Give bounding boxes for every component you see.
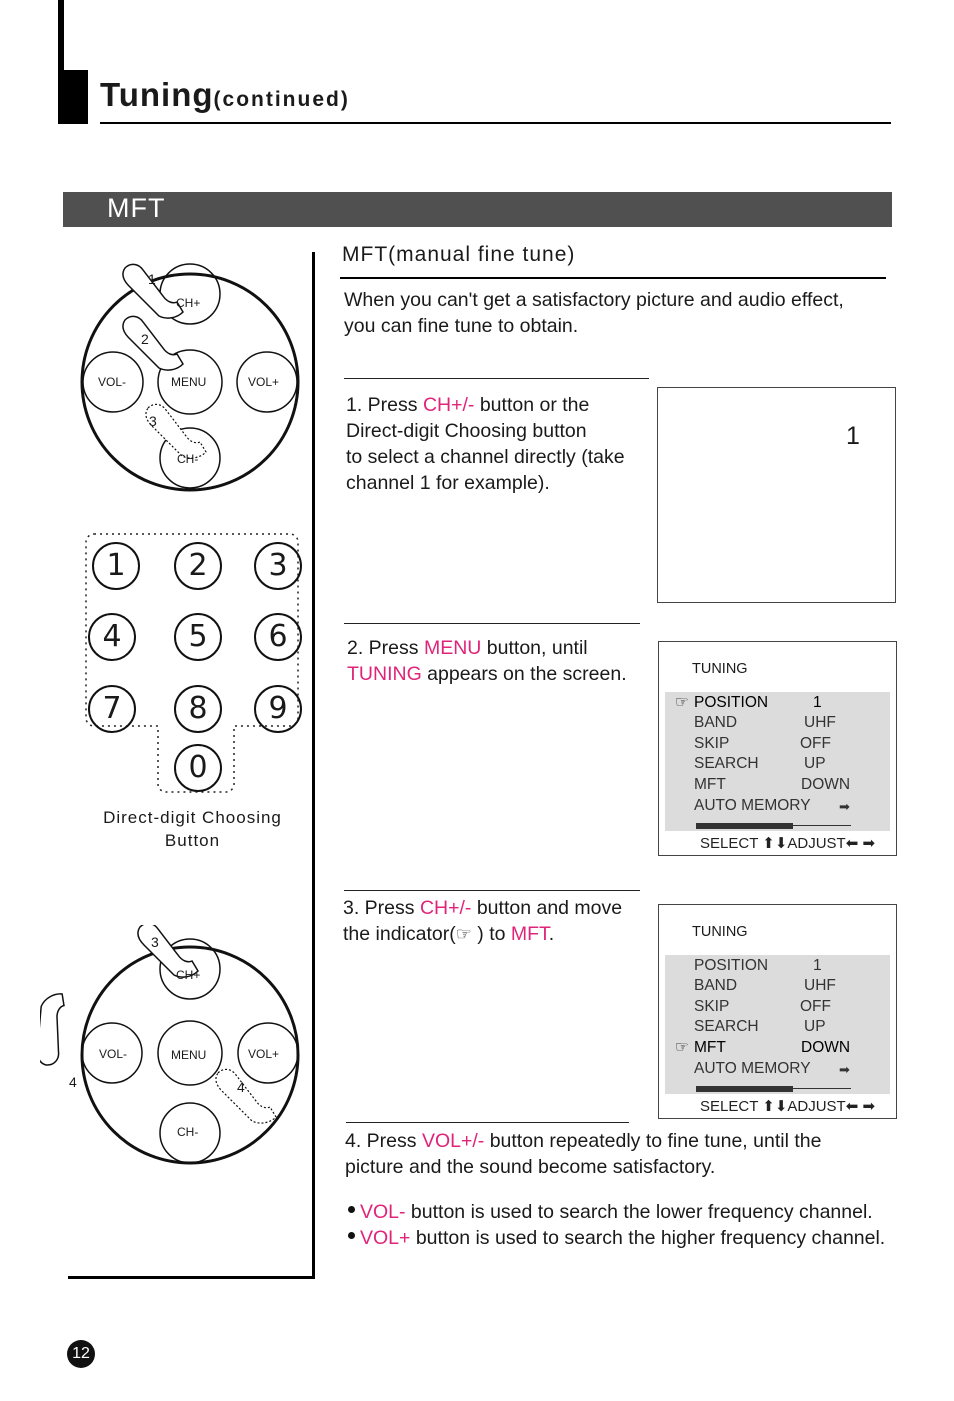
step1-key: CH+/-	[422, 394, 475, 416]
digit-button-3[interactable]: 3	[254, 542, 302, 590]
column-divider	[312, 252, 315, 1279]
step3-text-e: ) to	[471, 923, 511, 945]
hand-pointer-icon: ☞	[455, 924, 472, 944]
section-title-rule	[340, 277, 886, 279]
bullet-text: button is used to search the lower frequency channel.	[405, 1201, 873, 1223]
digit-pad-caption-line-1: Direct-digit Choosing	[103, 808, 282, 827]
menu-row-value: 1	[813, 694, 822, 711]
page-title	[100, 76, 350, 114]
step4-key: VOL+/-	[421, 1130, 485, 1152]
tv-screen-channel	[657, 387, 896, 603]
step2-text-c: button, until	[481, 637, 588, 659]
step2-menu-name: TUNING	[347, 663, 422, 685]
tuning-menu-screen-1	[658, 641, 897, 856]
digit-button-8[interactable]: 8	[174, 685, 222, 733]
step4-line-1	[345, 1128, 821, 1154]
bullet-vol-plus	[348, 1227, 885, 1250]
digit-pad-caption	[80, 806, 305, 852]
menu-row-label: SEARCH	[694, 755, 759, 772]
step4-line-2: picture and the sound become satisfactory.	[345, 1156, 716, 1178]
digit-pad-caption-line-2: Button	[164, 831, 221, 850]
step3-text-a: 3. Press	[343, 897, 420, 919]
step3-target: MFT	[510, 923, 549, 945]
menu-row-mft[interactable]	[665, 1039, 890, 1059]
step3-rule	[344, 890, 640, 891]
vol-plus-button[interactable]: VOL+	[248, 375, 280, 389]
menu-title: TUNING	[692, 661, 748, 677]
arrow-right-icon: ➡	[839, 1062, 850, 1077]
menu-row-value: OFF	[800, 735, 831, 752]
step3-period: .	[548, 923, 555, 945]
menu-button-2[interactable]: MENU	[171, 1048, 207, 1062]
ch-minus-button[interactable]: CH-	[177, 452, 199, 466]
menu-row-label: POSITION	[694, 957, 769, 974]
digit-button-7[interactable]: 7	[88, 685, 136, 733]
menu-row-position[interactable]	[665, 957, 890, 977]
ch-plus-button-2[interactable]: CH+	[176, 968, 201, 982]
tuning-menu-screen-2	[658, 904, 897, 1119]
menu-row-label: AUTO MEMORY	[694, 797, 811, 814]
step3-line-2	[343, 921, 554, 947]
step2-line-1	[347, 635, 588, 661]
fine-tune-bar-track	[793, 1088, 851, 1089]
section-band-label: MFT	[107, 193, 166, 223]
menu-row-label: AUTO MEMORY	[694, 1060, 811, 1077]
step3-line-1	[343, 895, 622, 921]
menu-button[interactable]: MENU	[171, 375, 207, 389]
vol-minus-button-2[interactable]: VOL-	[99, 1047, 128, 1061]
hand-pointer-icon: ☞	[675, 694, 689, 711]
menu-row-band[interactable]	[665, 714, 890, 734]
menu-row-value: DOWN	[801, 1039, 851, 1056]
step4-text-a: 4. Press	[345, 1130, 422, 1152]
menu-row-search[interactable]	[665, 1018, 890, 1038]
menu-row-label: BAND	[694, 714, 738, 731]
digit-button-0[interactable]: 0	[174, 744, 222, 792]
menu-panel	[665, 692, 890, 831]
step3-key: CH+/-	[419, 897, 472, 919]
column-bottom-rule	[68, 1276, 315, 1279]
bullet-key: VOL+	[360, 1227, 411, 1249]
bullet-text: button is used to search the higher frequency channel.	[410, 1227, 886, 1249]
step2-rule	[344, 623, 640, 624]
menu-row-value: UP	[804, 755, 826, 772]
bullet-dot-icon	[348, 1206, 355, 1213]
menu-title: TUNING	[692, 924, 748, 940]
title-main: Tuning	[100, 76, 214, 113]
ch-minus-button-2[interactable]: CH-	[177, 1125, 199, 1139]
step2-text-e: appears on the screen.	[421, 663, 627, 685]
menu-hint: SELECT ⬆⬇ADJUST⬅ ➡	[700, 835, 876, 852]
step4-text-c: button repeatedly to fine tune, until the	[484, 1130, 822, 1152]
remote-top-step-1: 1	[148, 271, 156, 287]
menu-row-value: 1	[813, 957, 822, 974]
intro-line-2: you can fine tune to obtain.	[344, 315, 579, 337]
menu-row-value: UP	[804, 1018, 826, 1035]
header-block	[58, 70, 88, 124]
step3-text-d: the indicator(	[343, 923, 456, 945]
menu-hint: SELECT ⬆⬇ADJUST⬅ ➡	[700, 1098, 876, 1115]
fine-tune-bar-track	[793, 825, 851, 826]
menu-row-label: SEARCH	[694, 1018, 759, 1035]
title-sub: (continued)	[213, 88, 350, 111]
step1-rule	[344, 378, 649, 379]
channel-number: 1	[846, 422, 860, 450]
menu-row-value: OFF	[800, 998, 831, 1015]
menu-row-value: UHF	[804, 977, 836, 994]
menu-row-label: BAND	[694, 977, 738, 994]
hand-pointer-icon: ☞	[675, 1039, 689, 1056]
arrow-right-icon: ➡	[839, 799, 850, 814]
menu-row-label: POSITION	[694, 694, 769, 711]
step2-line-2	[347, 661, 627, 687]
intro-line-1: When you can't get a satisfactory picture and audio effect,	[344, 289, 844, 311]
menu-row-label: SKIP	[694, 735, 730, 752]
menu-row-position[interactable]	[665, 694, 890, 714]
menu-panel	[665, 955, 890, 1094]
remote-bottom-step-4b: 4	[237, 1079, 245, 1095]
menu-row-skip[interactable]	[665, 998, 890, 1018]
page-number: 12	[67, 1340, 95, 1368]
remote-bottom-step-3: 3	[151, 934, 159, 950]
step1-line-3: to select a channel directly (take	[346, 446, 625, 468]
step1-line-2: Direct-digit Choosing button	[346, 420, 587, 442]
vol-minus-button[interactable]: VOL-	[98, 375, 127, 389]
fine-tune-bar[interactable]	[696, 823, 793, 829]
digit-button-9[interactable]: 9	[254, 685, 302, 733]
menu-row-band[interactable]	[665, 977, 890, 997]
menu-row-label: MFT	[694, 1039, 726, 1056]
menu-row-auto-memory[interactable]	[665, 1060, 890, 1080]
menu-row-mft[interactable]	[665, 776, 890, 796]
menu-row-value: DOWN	[801, 776, 851, 793]
ch-plus-button[interactable]: CH+	[176, 296, 201, 310]
remote-bottom-step-4a: 4	[69, 1074, 77, 1090]
bullet-dot-icon	[348, 1232, 355, 1239]
step1-line-4: channel 1 for example).	[346, 472, 550, 494]
bullet-key: VOL-	[360, 1201, 406, 1223]
menu-row-label: SKIP	[694, 998, 730, 1015]
menu-row-auto-memory[interactable]	[665, 797, 890, 817]
step2-text-a: 2. Press	[347, 637, 424, 659]
digit-button-1[interactable]: 1	[92, 542, 140, 590]
menu-row-value: UHF	[804, 714, 836, 731]
menu-row-skip[interactable]	[665, 735, 890, 755]
step4-rule	[346, 1122, 629, 1123]
fine-tune-bar[interactable]	[696, 1086, 793, 1092]
menu-row-search[interactable]	[665, 755, 890, 775]
header-rule	[100, 122, 891, 124]
step1-text-c: button or the	[474, 394, 590, 416]
menu-row-label: MFT	[694, 776, 726, 793]
section-band	[63, 192, 892, 227]
bullet-vol-minus	[348, 1201, 873, 1224]
step3-text-c: button and move	[471, 897, 623, 919]
step2-key: MENU	[423, 637, 482, 659]
digit-button-4[interactable]: 4	[88, 613, 136, 661]
remote-top-step-2: 2	[141, 331, 149, 347]
vol-plus-button-2[interactable]: VOL+	[248, 1047, 280, 1061]
digit-button-5[interactable]: 5	[174, 613, 222, 661]
step1-text-a: 1. Press	[346, 394, 423, 416]
step1-line-1	[346, 392, 589, 418]
digit-button-6[interactable]: 6	[254, 613, 302, 661]
digit-button-2[interactable]: 2	[174, 542, 222, 590]
section-title: MFT(manual fine tune)	[342, 243, 576, 266]
remote-top-step-3: 3	[149, 413, 157, 429]
